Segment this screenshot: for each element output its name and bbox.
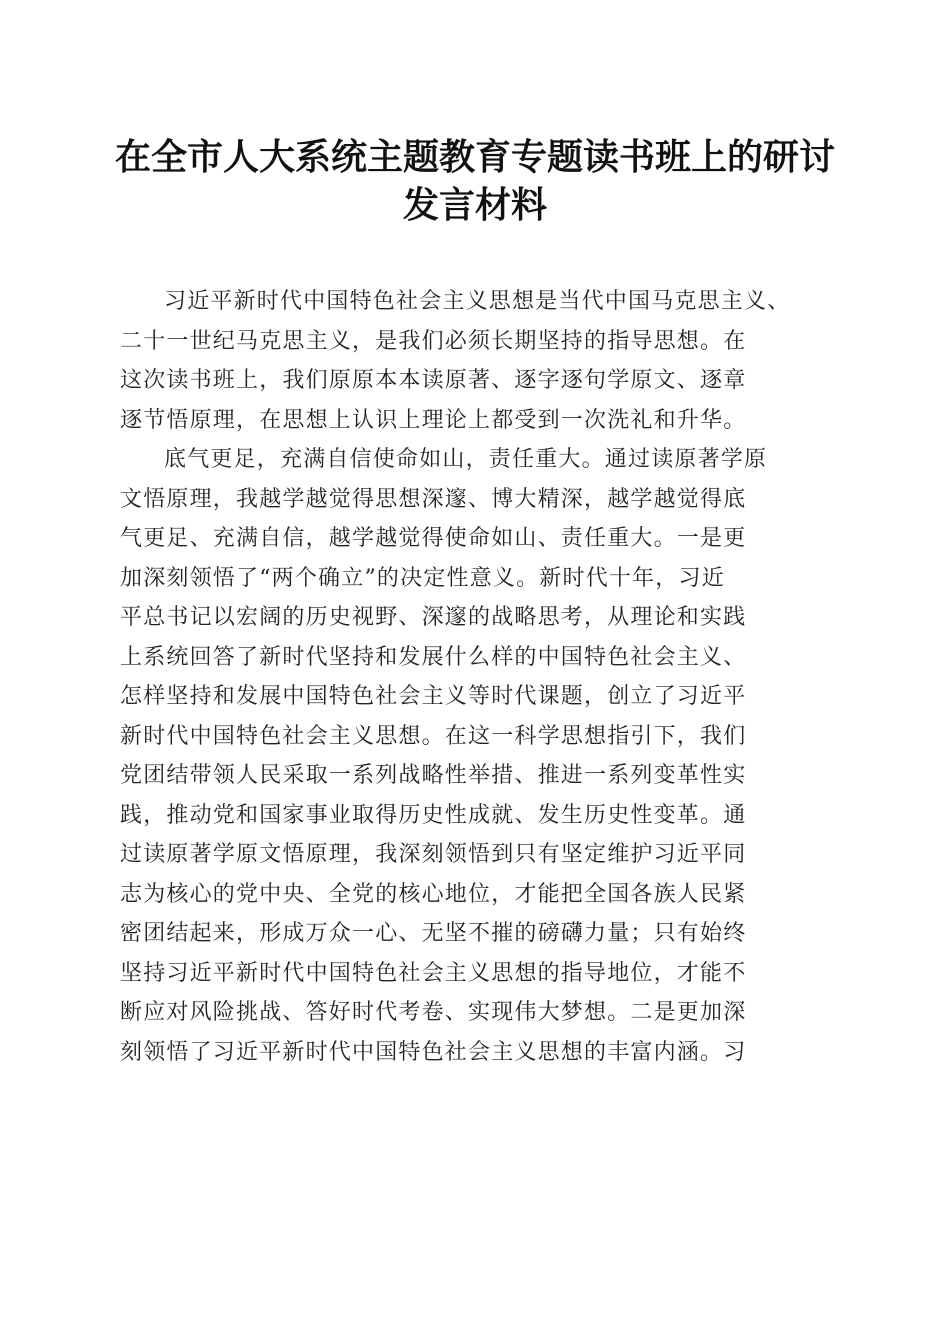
paragraph-1-line: 这次读书班上，我们原原本本读原著、逐字逐句学原文、逐章 bbox=[120, 368, 747, 393]
paragraph-1-line: 逐节悟原理，在思想上认识上理论上都受到一次洗礼和升华。 bbox=[120, 407, 747, 433]
paragraph-2-line: 上系统回答了新时代坚持和发展什么样的中国特色社会主义、 bbox=[120, 644, 747, 670]
paragraph-2-line: 怎样坚持和发展中国特色社会主义等时代课题，创立了习近平 bbox=[120, 684, 747, 709]
title-line-1: 在全市人大系统主题教育专题读书班上的研讨 bbox=[114, 136, 835, 178]
paragraph-2-line: 气更足、充满自信，越学越觉得使命如山、责任重大。一是更 bbox=[120, 526, 747, 551]
paragraph-2-line: 加深刻领悟了“两个确立”的决定性意义。新时代十年，习近 bbox=[120, 565, 725, 591]
document-body bbox=[120, 282, 840, 1072]
paragraph-2-line: 党团结带领人民采取一系列战略性举措、推进一系列变革性实 bbox=[120, 763, 747, 788]
title-line-2: 发言材料 bbox=[402, 184, 547, 226]
paragraph-2-line: 过读原著学原文悟原理，我深刻领悟到只有坚定维护习近平同 bbox=[120, 842, 747, 867]
paragraph-2-line: 平总书记以宏阔的历史视野、深邃的战略思考，从理论和实践 bbox=[120, 605, 747, 630]
paragraph-1-line: 二十一世纪马克思主义，是我们必须长期坚持的指导思想。在 bbox=[120, 328, 747, 354]
paragraph-2-line: 志为核心的党中央、全党的核心地位，才能把全国各族人民紧 bbox=[120, 881, 747, 907]
paragraph-2-line: 密团结起来，形成万众一心、无坚不摧的磅礴力量；只有始终 bbox=[120, 921, 747, 946]
document-title bbox=[100, 133, 850, 229]
paragraph-2-line: 文悟原理，我越学越觉得思想深邃、博大精深，越学越觉得底 bbox=[120, 486, 747, 512]
paragraph-2-line: 坚持习近平新时代中国特色社会主义思想的指导地位，才能不 bbox=[120, 960, 747, 986]
paragraph-1-line: 习近平新时代中国特色社会主义思想是当代中国马克思主义、 bbox=[164, 289, 791, 314]
paragraph-2-line: 新时代中国特色社会主义思想。在这一科学思想指引下，我们 bbox=[120, 723, 747, 749]
paragraph-2-line: 断应对风险挑战、答好时代考卷、实现伟大梦想。二是更加深 bbox=[120, 1000, 747, 1025]
paragraph-2-line: 刻领悟了习近平新时代中国特色社会主义思想的丰富内涵。习 bbox=[120, 1039, 747, 1065]
paragraph-2-line: 底气更足，充满自信使命如山，责任重大。通过读原著学原 bbox=[164, 447, 768, 472]
paragraph-2-line: 践，推动党和国家事业取得历史性成就、发生历史性变革。通 bbox=[120, 802, 747, 828]
